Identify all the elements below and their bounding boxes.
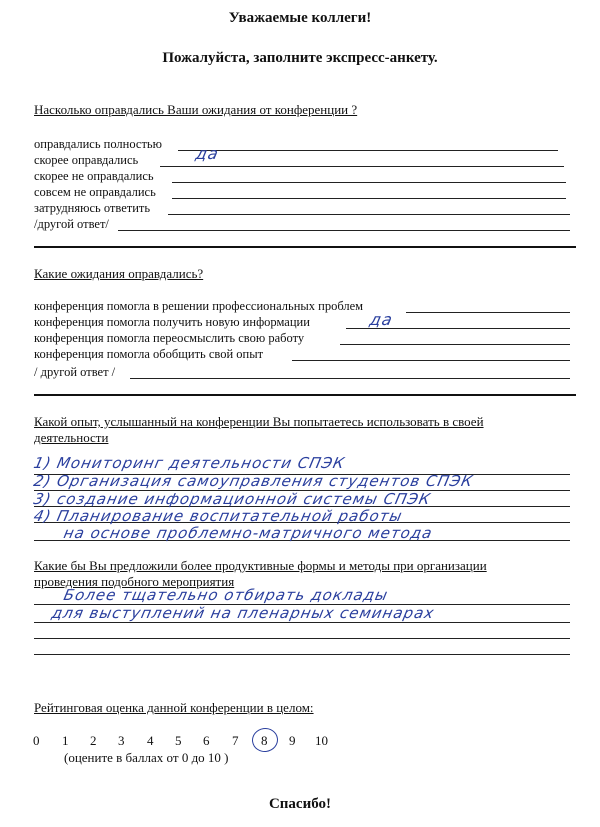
option-professional-problems: конференция помогла в решении профессиональных проблем <box>34 299 364 313</box>
option-not-at-all: совсем не оправдались <box>34 185 156 199</box>
answer-line[interactable] <box>172 182 566 183</box>
question-expectations: Насколько оправдались Ваши ожидания от конференции ? <box>34 102 358 117</box>
question-experience-line1: Какой опыт, услышанный на конференции Вы попытаетесь использовать в своей <box>34 414 484 429</box>
instruction-title: Пожалуйста, заполните экспресс-анкету. <box>162 50 438 66</box>
question-experience-line2: деятельности <box>34 430 109 445</box>
option-rather-no: скорее не оправдались <box>34 169 154 183</box>
rating-option-7[interactable]: 7 <box>232 733 239 748</box>
section-divider <box>34 246 576 248</box>
rating-option-5[interactable]: 5 <box>175 733 182 748</box>
option-other: /другой ответ/ <box>34 217 109 231</box>
answer-line[interactable] <box>340 344 570 345</box>
rating-option-9[interactable]: 9 <box>289 733 296 748</box>
handwritten-answer-line: 1) Мониторинг деятельности СПЭК <box>32 454 347 472</box>
rating-option-1[interactable]: 1 <box>62 733 69 748</box>
rating-option-0[interactable]: 0 <box>33 733 40 748</box>
rating-hint: (оцените в баллах от 0 до 10 ) <box>64 750 229 765</box>
option-rethink-work: конференция помогла переосмыслить свою работу <box>34 331 305 345</box>
answer-line[interactable] <box>178 150 558 151</box>
question-which-expectations: Какие ожидания оправдались? <box>34 266 204 281</box>
answer-line[interactable] <box>172 198 566 199</box>
option-generalize-experience: конференция помогла обобщить свой опыт <box>34 347 264 361</box>
answer-line[interactable] <box>292 360 570 361</box>
answer-line[interactable] <box>34 622 570 623</box>
greeting-title: Уважаемые коллеги! <box>228 10 372 26</box>
handwritten-answer-line: на основе проблемно-матричного метода <box>62 524 435 542</box>
answer-line[interactable] <box>160 166 564 167</box>
rating-label: Рейтинговая оценка данной конференции в целом: <box>34 700 314 715</box>
handwritten-answer-line: для выступлений на пленарных семинарах <box>50 604 437 622</box>
handwritten-answer-line: 4) Планирование воспитательной работы <box>32 507 405 525</box>
handwritten-answer-line: Более тщательно отбирать доклады <box>62 586 390 604</box>
handwritten-answer-line: 2) Организация самоуправления студентов СПЭК <box>32 472 475 490</box>
section-divider <box>34 394 576 396</box>
rating-option-2[interactable]: 2 <box>90 733 97 748</box>
answer-line[interactable] <box>130 378 570 379</box>
question-proposals-line1: Какие бы Вы предложили более продуктивные формы и методы при организации <box>34 558 487 573</box>
question-proposals-line2: проведения подобного мероприятия <box>34 574 235 589</box>
thanks-text: Спасибо! <box>268 796 332 812</box>
answer-line[interactable] <box>34 638 570 639</box>
option-other-answer: / другой ответ / <box>34 365 116 379</box>
answer-line[interactable] <box>168 214 570 215</box>
answer-line[interactable] <box>118 230 570 231</box>
selected-rating-circle <box>250 726 279 753</box>
rating-option-4[interactable]: 4 <box>147 733 154 748</box>
rating-option-3[interactable]: 3 <box>118 733 125 748</box>
option-fully: оправдались полностью <box>34 137 162 151</box>
answer-line[interactable] <box>406 312 570 313</box>
option-hard-to-say: затрудняюсь ответить <box>34 201 151 215</box>
rating-option-6[interactable]: 6 <box>203 733 210 748</box>
rating-option-10[interactable]: 10 <box>315 733 328 748</box>
answer-line[interactable] <box>34 654 570 655</box>
rating-option-8[interactable]: 8 <box>261 733 268 748</box>
handwritten-answer-yes: да <box>193 144 221 163</box>
option-new-information: конференция помогла получить новую информации <box>34 315 310 329</box>
handwritten-answer-line: 3) создание информационной системы СПЭК <box>32 490 433 508</box>
handwritten-answer-yes: да <box>367 310 395 329</box>
option-rather-yes: скорее оправдались <box>34 153 139 167</box>
